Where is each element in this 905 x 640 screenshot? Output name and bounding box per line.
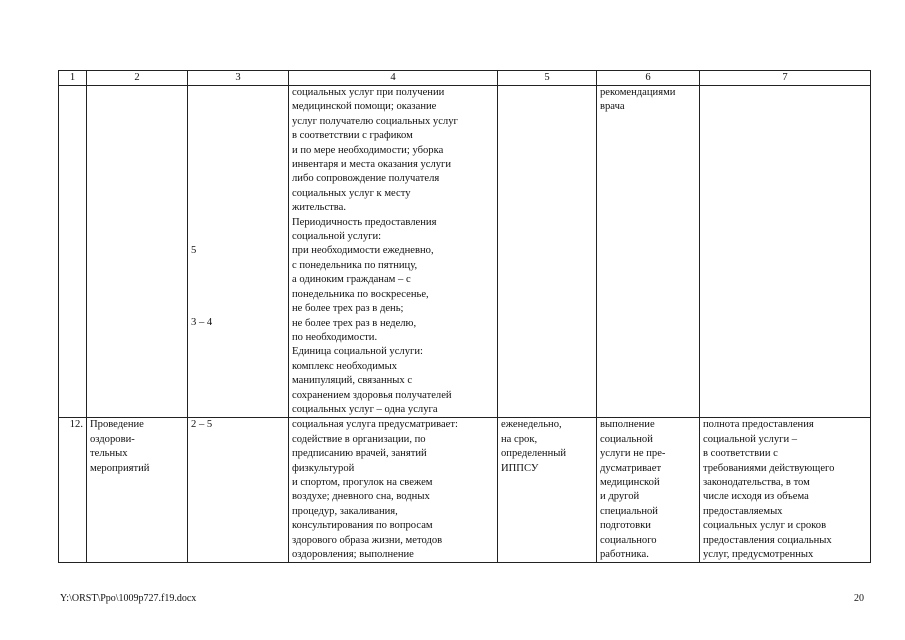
text-line: мероприятий	[90, 462, 150, 474]
text-line: услуг получателю социальных услуг	[292, 115, 458, 127]
document-table	[58, 70, 871, 563]
text-line: оздоровления; выполнение	[292, 549, 414, 560]
cell-term	[498, 418, 597, 563]
text-line: физкультурой	[292, 462, 355, 474]
text-line: ИППСУ	[501, 462, 539, 474]
text-line: предписанию врачей, занятий	[292, 448, 427, 460]
text-line: предоставляемых	[703, 505, 783, 517]
cell-number: 12.	[59, 418, 87, 563]
text-line: еженедельно,	[501, 419, 562, 431]
text-line: по необходимости.	[292, 331, 378, 343]
cell-term	[498, 86, 597, 418]
text-line: подготовки	[600, 520, 651, 532]
text-line: в соответствии с	[703, 448, 778, 460]
cell-conditions	[597, 418, 700, 563]
frequency-daily: 5	[191, 245, 197, 256]
text-line: социальной	[600, 433, 653, 445]
text-line: социальных услуг – одна услуга	[292, 403, 438, 415]
cell-number	[59, 86, 87, 418]
text-line: законодательства, в том	[703, 476, 810, 488]
text-line: определенный	[501, 448, 567, 460]
cell-quality	[700, 418, 871, 563]
footer-file-path: Y:\ORST\Ppo\1009p727.f19.docx	[60, 593, 197, 604]
text-line: социальных услуг и сроков	[703, 520, 827, 532]
text-line: социального	[600, 534, 657, 546]
cell-name	[87, 418, 188, 563]
table-row-continuation	[59, 86, 871, 418]
text-line: консультирования по вопросам	[292, 520, 433, 532]
cell-description	[289, 86, 498, 418]
text-line: в соответствии с графиком	[292, 130, 413, 142]
text-line: медицинской	[600, 476, 660, 488]
text-line: и по мере необходимости; уборка	[292, 144, 444, 156]
text-line: врача	[600, 101, 625, 113]
page-number: 20	[854, 593, 864, 604]
text-line: не более трех раз в неделю,	[292, 317, 417, 329]
cell-frequency	[188, 86, 289, 418]
text-line: сохранением здоровья получателей	[292, 389, 452, 401]
text-line: рекомендациями	[600, 87, 676, 98]
text-line: при необходимости ежедневно,	[292, 245, 434, 257]
text-line: и спортом, прогулок на свежем	[292, 476, 433, 488]
text-line: специальной	[600, 505, 658, 517]
header-cell-7: 7	[700, 71, 871, 86]
header-cell-2: 2	[87, 71, 188, 86]
text-line: работника.	[600, 549, 649, 560]
text-line: социальной услуги:	[292, 231, 382, 243]
table-row-12	[59, 418, 871, 563]
text-line: содействие в организации, по	[292, 433, 426, 445]
text-line: социальных услуг при получении	[292, 87, 445, 98]
text-line: здорового образа жизни, методов	[292, 534, 443, 546]
text-line: предоставления социальных	[703, 534, 832, 546]
text-line: комплекс необходимых	[292, 360, 398, 372]
cell-quality	[700, 86, 871, 418]
text-line: жительства.	[292, 202, 346, 214]
header-cell-3: 3	[188, 71, 289, 86]
text-line: тельных	[90, 448, 128, 460]
text-line: с понедельника по пятницу,	[292, 259, 418, 271]
text-line: услуг, предусмотренных	[703, 549, 814, 560]
text-line: на срок,	[501, 433, 538, 445]
text-line: инвентаря и места оказания услуги	[292, 159, 452, 171]
text-line: полнота предоставления	[703, 419, 814, 431]
header-row	[59, 71, 871, 86]
header-cell-4: 4	[289, 71, 498, 86]
text-line: дусматривает	[600, 462, 662, 474]
header-cell-6: 6	[597, 71, 700, 86]
text-line: требованиями действующего	[703, 462, 835, 474]
text-line: оздорови-	[90, 433, 135, 445]
text-line: социальной услуги –	[703, 433, 798, 445]
text-line: социальная услуга предусматривает:	[292, 419, 458, 431]
text-line: выполнение	[600, 419, 655, 431]
text-line: воздухе; дневного сна, водных	[292, 491, 430, 503]
text-line: Периодичность предоставления	[292, 216, 437, 228]
text-line: а одиноким гражданам – с	[292, 274, 411, 286]
text-line: социальных услуг к месту	[292, 187, 411, 199]
header-cell-1: 1	[59, 71, 87, 86]
cell-frequency: 2 – 5	[188, 418, 289, 563]
frequency-weekly: 3 – 4	[191, 317, 213, 329]
cell-conditions	[597, 86, 700, 418]
text-line: Единица социальной услуги:	[292, 346, 423, 358]
text-line: и другой	[600, 491, 640, 503]
text-line: понедельника по воскресенье,	[292, 288, 429, 300]
text-line: процедур, закаливания,	[292, 505, 398, 517]
text-line: медицинской помощи; оказание	[292, 101, 437, 113]
text-line: не более трех раз в день;	[292, 303, 404, 315]
header-cell-5: 5	[498, 71, 597, 86]
text-line: либо сопровождение получателя	[292, 173, 440, 185]
cell-description	[289, 418, 498, 563]
text-line: Проведение	[90, 419, 144, 431]
text-line: услуги не пре-	[600, 448, 666, 460]
text-line: числе исходя из объема	[703, 491, 809, 503]
text-line: манипуляций, связанных с	[292, 375, 413, 387]
cell-name	[87, 86, 188, 418]
